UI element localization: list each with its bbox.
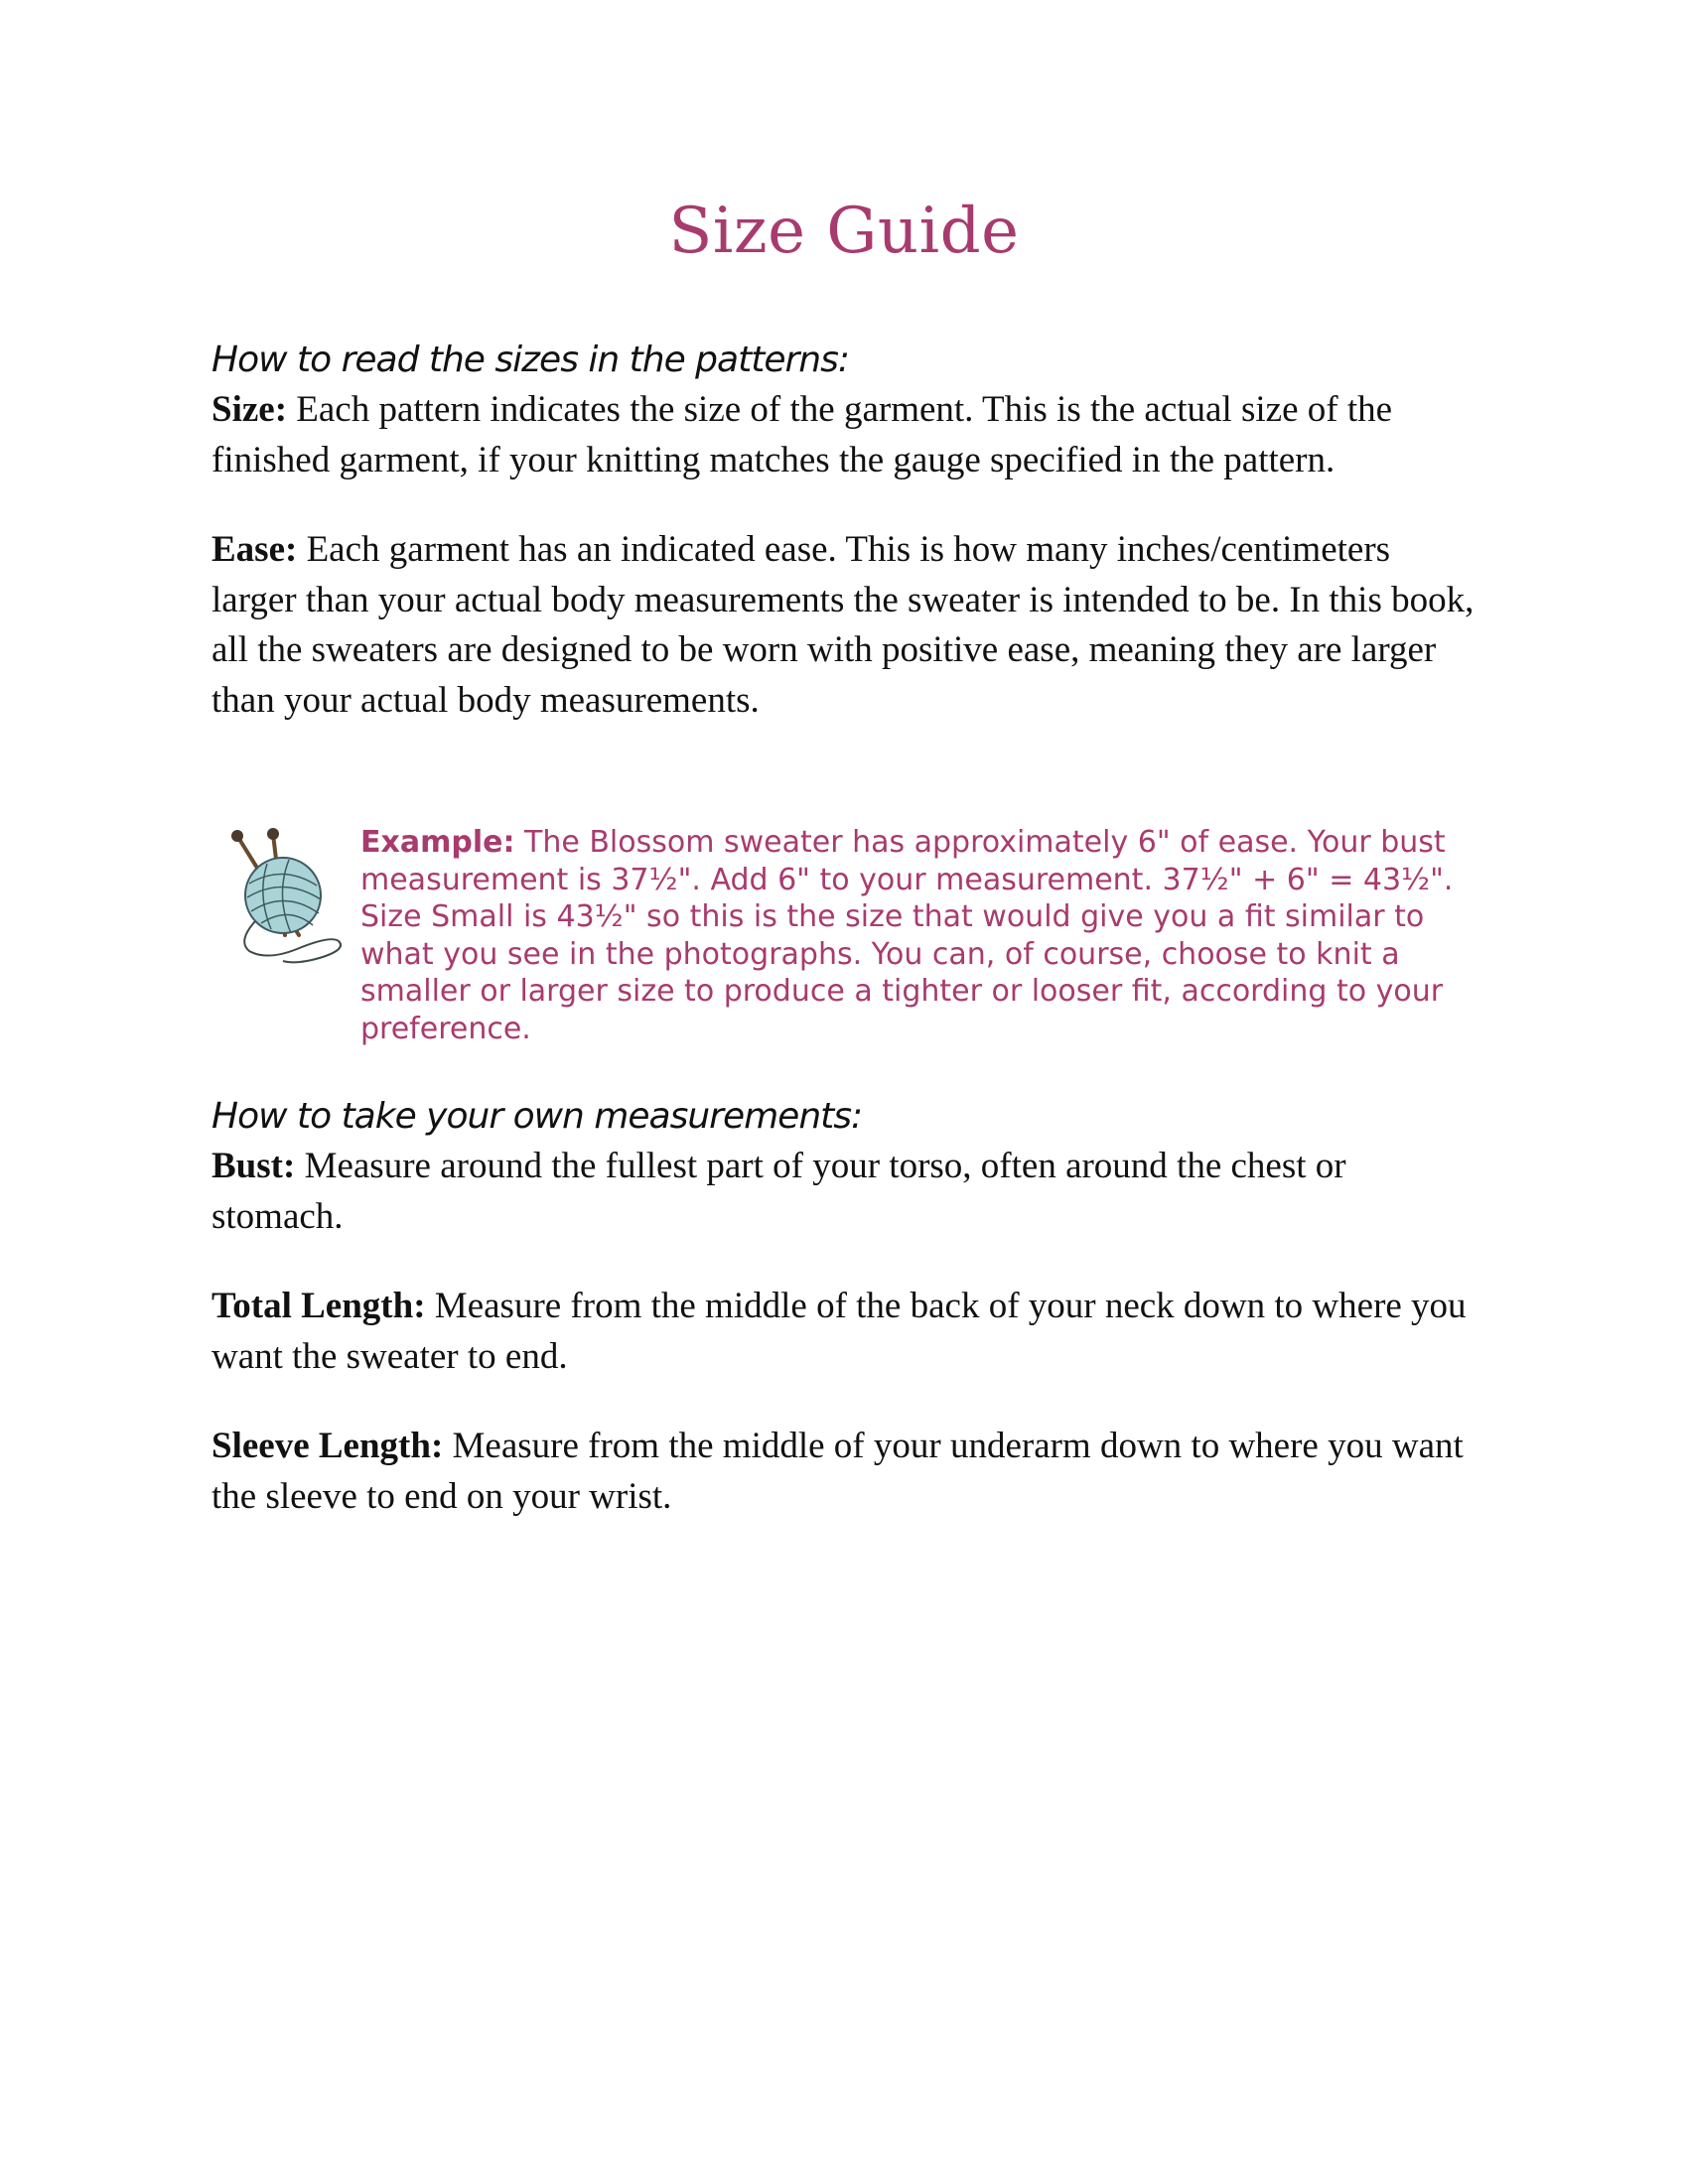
bust-paragraph <box>211 1142 1482 1242</box>
example-text: The Blossom sweater has approximately 6" of ease. Your bust measurement is 37½". Add 6" to your measurement. 37½" + 6" = 43½". Size Small is 43½" so this is the size that would give you a fit similar to what you see in the photographs. You can, of course, choose to knit a smaller or larger size to produce a tighter or looser fit, according to your preference. <box>360 825 1454 1046</box>
bust-label: Bust: <box>211 1146 296 1186</box>
sleeve-length-label: Sleeve Length: <box>211 1426 444 1466</box>
yarn-ball-with-needles-icon <box>227 824 351 973</box>
page-title: Size Guide <box>668 195 1020 268</box>
example-callout <box>211 824 1492 1046</box>
total-length-label: Total Length: <box>211 1286 426 1326</box>
size-paragraph <box>211 385 1482 485</box>
sleeve-length-paragraph <box>211 1422 1482 1522</box>
ease-text: Each garment has an indicated ease. This is how many inches/centimeters larger than your actual body measurements the sweater is intended to be. In this book, all the sweaters are designed to be worn with positive ease, meaning they are larger than your actual body measurements. <box>211 529 1475 721</box>
section-heading-take-measurements: How to take your own measurements: <box>211 1096 863 1137</box>
bust-text: Measure around the fullest part of your torso, often around the chest or stomach. <box>211 1146 1346 1237</box>
section-take-measurements <box>211 1092 1482 1522</box>
size-text: Each pattern indicates the size of the garment. This is the actual size of the finished garment, if your knitting matches the gauge specified in the pattern. <box>211 389 1393 480</box>
ease-label: Ease: <box>211 529 298 570</box>
example-label: Example: <box>360 825 515 860</box>
size-label: Size: <box>211 389 288 430</box>
sleeve-length-text: Measure from the middle of your underarm down to where you want the sleeve to end on your wrist. <box>211 1426 1464 1517</box>
example-text-block <box>360 824 1492 1047</box>
ease-paragraph <box>211 525 1482 726</box>
section-heading-read-sizes: How to read the sizes in the patterns: <box>211 340 849 380</box>
section-read-sizes <box>211 336 1482 726</box>
total-length-text: Measure from the middle of the back of your neck down to where you want the sweater to end. <box>211 1286 1467 1377</box>
total-length-paragraph <box>211 1282 1482 1382</box>
